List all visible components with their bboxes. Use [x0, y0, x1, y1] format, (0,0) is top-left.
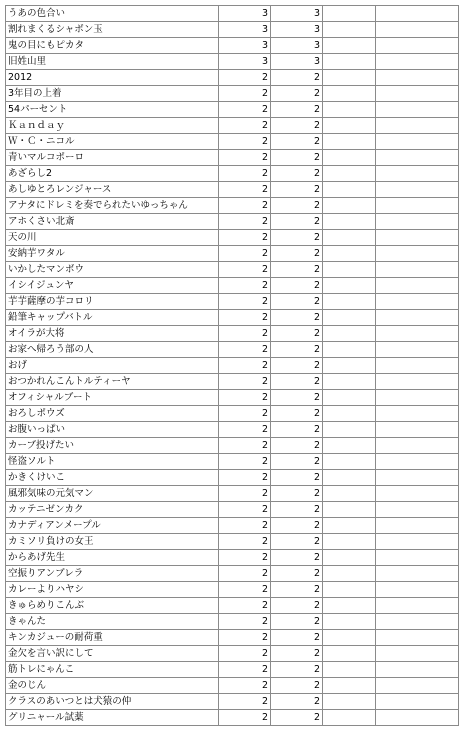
table-row [6, 230, 459, 246]
name-cell[interactable]: あざらし2 [6, 166, 219, 182]
empty-cell[interactable] [376, 646, 459, 662]
count-cell[interactable]: 2 [219, 102, 271, 118]
empty-cell[interactable] [323, 598, 376, 614]
empty-cell[interactable] [376, 390, 459, 406]
empty-cell[interactable] [323, 694, 376, 710]
empty-cell[interactable] [323, 214, 376, 230]
count-cell[interactable]: 2 [219, 358, 271, 374]
table-row [6, 694, 459, 710]
name-cell[interactable]: うあの色合い [6, 6, 219, 22]
count-cell[interactable]: 2 [219, 262, 271, 278]
empty-cell[interactable] [323, 326, 376, 342]
empty-cell[interactable] [376, 38, 459, 54]
name-cell[interactable]: カレーよりハヤシ [6, 582, 219, 598]
count-cell[interactable]: 2 [271, 230, 323, 246]
empty-cell[interactable] [376, 198, 459, 214]
table-row [6, 118, 459, 134]
table-row [6, 534, 459, 550]
name-cell[interactable]: 鬼の目にもピカタ [6, 38, 219, 54]
count-cell[interactable]: 2 [271, 70, 323, 86]
name-cell[interactable]: 空振りアンブレラ [6, 566, 219, 582]
count-cell[interactable]: 2 [271, 486, 323, 502]
count-cell[interactable]: 2 [271, 470, 323, 486]
empty-cell[interactable] [323, 422, 376, 438]
count-cell[interactable]: 2 [271, 150, 323, 166]
name-cell[interactable]: 旧姓山里 [6, 54, 219, 70]
name-cell[interactable]: 割れまくるシャボン玉 [6, 22, 219, 38]
empty-cell[interactable] [376, 406, 459, 422]
empty-cell[interactable] [323, 278, 376, 294]
count-cell[interactable]: 2 [219, 182, 271, 198]
empty-cell[interactable] [323, 230, 376, 246]
name-cell[interactable]: きゃんた [6, 614, 219, 630]
empty-cell[interactable] [323, 134, 376, 150]
table-row [6, 198, 459, 214]
empty-cell[interactable] [323, 662, 376, 678]
empty-cell[interactable] [376, 230, 459, 246]
empty-cell[interactable] [323, 646, 376, 662]
name-cell[interactable]: お腹いっぱい [6, 422, 219, 438]
empty-cell[interactable] [323, 390, 376, 406]
count-cell[interactable]: 2 [219, 518, 271, 534]
empty-cell[interactable] [323, 550, 376, 566]
count-cell[interactable]: 2 [271, 246, 323, 262]
empty-cell[interactable] [323, 118, 376, 134]
count-cell[interactable]: 2 [219, 630, 271, 646]
name-cell[interactable]: クラスのあいつとは犬猿の仲 [6, 694, 219, 710]
count-cell[interactable]: 2 [271, 118, 323, 134]
name-cell[interactable]: アナタにドレミを奏でられたいゆっちゃん [6, 198, 219, 214]
empty-cell[interactable] [323, 406, 376, 422]
count-cell[interactable]: 2 [219, 678, 271, 694]
empty-cell[interactable] [323, 534, 376, 550]
empty-cell[interactable] [323, 566, 376, 582]
empty-cell[interactable] [376, 598, 459, 614]
empty-cell[interactable] [376, 342, 459, 358]
empty-cell[interactable] [376, 6, 459, 22]
count-cell[interactable]: 2 [219, 454, 271, 470]
name-cell[interactable]: カーブ投げたい [6, 438, 219, 454]
count-cell[interactable]: 2 [271, 422, 323, 438]
empty-cell[interactable] [376, 582, 459, 598]
count-cell[interactable]: 2 [219, 134, 271, 150]
count-cell[interactable]: 2 [271, 534, 323, 550]
empty-cell[interactable] [323, 630, 376, 646]
count-cell[interactable]: 3 [271, 6, 323, 22]
empty-cell[interactable] [376, 310, 459, 326]
table-row [6, 86, 459, 102]
empty-cell[interactable] [376, 22, 459, 38]
count-cell[interactable]: 3 [219, 54, 271, 70]
table-row [6, 38, 459, 54]
empty-cell[interactable] [376, 70, 459, 86]
count-cell[interactable]: 2 [219, 70, 271, 86]
empty-cell[interactable] [323, 54, 376, 70]
empty-cell[interactable] [323, 294, 376, 310]
name-cell[interactable]: 天の川 [6, 230, 219, 246]
table-row [6, 134, 459, 150]
count-cell[interactable]: 2 [219, 86, 271, 102]
table-row [6, 630, 459, 646]
count-cell[interactable]: 2 [219, 694, 271, 710]
empty-cell[interactable] [376, 518, 459, 534]
name-cell[interactable]: カナディアンメープル [6, 518, 219, 534]
empty-cell[interactable] [323, 374, 376, 390]
empty-cell[interactable] [376, 374, 459, 390]
empty-cell[interactable] [323, 198, 376, 214]
name-cell[interactable]: いかしたマンボウ [6, 262, 219, 278]
count-cell[interactable]: 2 [219, 470, 271, 486]
count-cell[interactable]: 2 [271, 518, 323, 534]
name-cell[interactable]: かきくけいこ [6, 470, 219, 486]
count-cell[interactable]: 2 [219, 710, 271, 726]
empty-cell[interactable] [323, 38, 376, 54]
name-cell[interactable]: Ｗ・Ｃ・ニコル [6, 134, 219, 150]
name-cell[interactable]: 2012 [6, 70, 219, 86]
count-cell[interactable]: 2 [271, 502, 323, 518]
name-cell[interactable]: 金欠を言い訳にして [6, 646, 219, 662]
table-row [6, 598, 459, 614]
count-cell[interactable]: 2 [271, 198, 323, 214]
count-cell[interactable]: 2 [219, 486, 271, 502]
empty-cell[interactable] [376, 118, 459, 134]
name-cell[interactable]: キンカジューの耐荷重 [6, 630, 219, 646]
table-row [6, 374, 459, 390]
empty-cell[interactable] [376, 54, 459, 70]
table-row [6, 454, 459, 470]
count-cell[interactable]: 2 [271, 294, 323, 310]
table-row [6, 182, 459, 198]
name-cell[interactable]: おげ [6, 358, 219, 374]
table-row [6, 518, 459, 534]
name-cell[interactable]: 青いマルコポーロ [6, 150, 219, 166]
empty-cell[interactable] [376, 150, 459, 166]
count-cell[interactable]: 2 [219, 534, 271, 550]
count-cell[interactable]: 2 [219, 662, 271, 678]
name-cell[interactable]: Ｋａｎｄａｙ [6, 118, 219, 134]
table-row [6, 310, 459, 326]
count-cell[interactable]: 2 [271, 182, 323, 198]
name-cell[interactable]: 芋芋薩摩の芋コロリ [6, 294, 219, 310]
name-cell[interactable]: 怪盗ソルト [6, 454, 219, 470]
empty-cell[interactable] [376, 358, 459, 374]
count-cell[interactable]: 2 [219, 198, 271, 214]
count-cell[interactable]: 2 [219, 422, 271, 438]
name-cell[interactable]: 鉛筆キャップバトル [6, 310, 219, 326]
table-row [6, 502, 459, 518]
name-cell[interactable]: オフィシャルブート [6, 390, 219, 406]
count-cell[interactable]: 2 [271, 86, 323, 102]
count-cell[interactable]: 2 [271, 262, 323, 278]
count-cell[interactable]: 2 [271, 310, 323, 326]
table-row [6, 70, 459, 86]
empty-cell[interactable] [376, 614, 459, 630]
count-cell[interactable]: 3 [271, 54, 323, 70]
name-cell[interactable]: 安納芋ワタル [6, 246, 219, 262]
empty-cell[interactable] [376, 86, 459, 102]
table-row [6, 614, 459, 630]
count-cell[interactable]: 2 [219, 294, 271, 310]
table-row [6, 166, 459, 182]
name-cell[interactable]: きゅらめりこんぶ [6, 598, 219, 614]
count-cell[interactable]: 2 [271, 710, 323, 726]
empty-cell[interactable] [376, 422, 459, 438]
count-cell[interactable]: 2 [271, 214, 323, 230]
empty-cell[interactable] [323, 86, 376, 102]
count-cell[interactable]: 2 [219, 438, 271, 454]
name-cell[interactable]: 金のじん [6, 678, 219, 694]
table-row [6, 390, 459, 406]
table-row [6, 22, 459, 38]
table-row [6, 294, 459, 310]
table-row [6, 102, 459, 118]
table-row [6, 678, 459, 694]
table-row [6, 710, 459, 726]
empty-cell[interactable] [376, 326, 459, 342]
empty-cell[interactable] [376, 550, 459, 566]
count-cell[interactable]: 2 [219, 326, 271, 342]
empty-cell[interactable] [323, 342, 376, 358]
empty-cell[interactable] [323, 518, 376, 534]
count-cell[interactable]: 2 [271, 630, 323, 646]
table-row [6, 470, 459, 486]
table-row [6, 582, 459, 598]
count-cell[interactable]: 2 [271, 326, 323, 342]
spreadsheet-table [5, 5, 459, 726]
count-cell[interactable]: 2 [219, 614, 271, 630]
empty-cell[interactable] [323, 614, 376, 630]
count-cell[interactable]: 2 [271, 566, 323, 582]
empty-cell[interactable] [323, 502, 376, 518]
count-cell[interactable]: 2 [219, 214, 271, 230]
table-row [6, 486, 459, 502]
empty-cell[interactable] [376, 470, 459, 486]
empty-cell[interactable] [376, 502, 459, 518]
name-cell[interactable]: オイラが大将 [6, 326, 219, 342]
empty-cell[interactable] [323, 438, 376, 454]
count-cell[interactable]: 2 [219, 150, 271, 166]
empty-cell[interactable] [376, 166, 459, 182]
count-cell[interactable]: 2 [219, 390, 271, 406]
count-cell[interactable]: 2 [219, 646, 271, 662]
empty-cell[interactable] [376, 486, 459, 502]
count-cell[interactable]: 2 [271, 614, 323, 630]
count-cell[interactable]: 2 [219, 582, 271, 598]
count-cell[interactable]: 2 [219, 550, 271, 566]
count-cell[interactable]: 2 [271, 342, 323, 358]
count-cell[interactable]: 2 [271, 454, 323, 470]
name-cell[interactable]: あしゆとろレンジャース [6, 182, 219, 198]
table-row [6, 54, 459, 70]
empty-cell[interactable] [376, 182, 459, 198]
table-row [6, 6, 459, 22]
table-row [6, 326, 459, 342]
count-cell[interactable]: 3 [271, 38, 323, 54]
table-row [6, 358, 459, 374]
count-cell[interactable]: 2 [271, 662, 323, 678]
table-row [6, 342, 459, 358]
table-row [6, 278, 459, 294]
empty-cell[interactable] [323, 710, 376, 726]
count-cell[interactable]: 2 [219, 166, 271, 182]
count-cell[interactable]: 2 [219, 598, 271, 614]
count-cell[interactable]: 2 [271, 374, 323, 390]
empty-cell[interactable] [376, 710, 459, 726]
name-cell[interactable]: 3年目の上着 [6, 86, 219, 102]
table-row [6, 662, 459, 678]
table-row [6, 150, 459, 166]
empty-cell[interactable] [323, 470, 376, 486]
count-cell[interactable]: 3 [219, 6, 271, 22]
table-row [6, 438, 459, 454]
table-row [6, 422, 459, 438]
count-cell[interactable]: 2 [219, 118, 271, 134]
table-row [6, 214, 459, 230]
empty-cell[interactable] [376, 662, 459, 678]
count-cell[interactable]: 2 [271, 550, 323, 566]
empty-cell[interactable] [323, 166, 376, 182]
empty-cell[interactable] [376, 214, 459, 230]
empty-cell[interactable] [323, 262, 376, 278]
empty-cell[interactable] [323, 6, 376, 22]
table-row [6, 566, 459, 582]
table-row [6, 406, 459, 422]
name-cell[interactable]: 風邪気味の元気マン [6, 486, 219, 502]
count-cell[interactable]: 2 [219, 406, 271, 422]
name-cell[interactable]: カミソリ負けの女王 [6, 534, 219, 550]
name-cell[interactable]: イシイジュンヤ [6, 278, 219, 294]
count-cell[interactable]: 2 [271, 134, 323, 150]
name-cell[interactable]: お家へ帰ろう部の人 [6, 342, 219, 358]
count-cell[interactable]: 2 [271, 598, 323, 614]
empty-cell[interactable] [323, 454, 376, 470]
empty-cell[interactable] [323, 22, 376, 38]
empty-cell[interactable] [323, 358, 376, 374]
table-row [6, 246, 459, 262]
count-cell[interactable]: 2 [219, 502, 271, 518]
count-cell[interactable]: 2 [271, 438, 323, 454]
count-cell[interactable]: 2 [219, 230, 271, 246]
empty-cell[interactable] [376, 694, 459, 710]
count-cell[interactable]: 3 [271, 22, 323, 38]
empty-cell[interactable] [323, 150, 376, 166]
count-cell[interactable]: 3 [219, 38, 271, 54]
empty-cell[interactable] [376, 438, 459, 454]
name-cell[interactable]: おろしポウズ [6, 406, 219, 422]
name-cell[interactable]: カッテニゼンカク [6, 502, 219, 518]
empty-cell[interactable] [323, 582, 376, 598]
empty-cell[interactable] [323, 102, 376, 118]
empty-cell[interactable] [376, 246, 459, 262]
name-cell[interactable]: おつかれんこんトルティーヤ [6, 374, 219, 390]
empty-cell[interactable] [323, 678, 376, 694]
count-cell[interactable]: 2 [219, 310, 271, 326]
table-row [6, 646, 459, 662]
empty-cell[interactable] [323, 182, 376, 198]
name-cell[interactable]: アホくさい北斎 [6, 214, 219, 230]
table-row [6, 262, 459, 278]
empty-cell[interactable] [376, 678, 459, 694]
count-cell[interactable]: 2 [271, 102, 323, 118]
count-cell[interactable]: 2 [271, 358, 323, 374]
spreadsheet-body [6, 6, 459, 726]
count-cell[interactable]: 2 [271, 694, 323, 710]
count-cell[interactable]: 2 [271, 582, 323, 598]
empty-cell[interactable] [323, 486, 376, 502]
empty-cell[interactable] [323, 246, 376, 262]
empty-cell[interactable] [323, 70, 376, 86]
count-cell[interactable]: 2 [271, 678, 323, 694]
count-cell[interactable]: 2 [219, 246, 271, 262]
empty-cell[interactable] [376, 534, 459, 550]
count-cell[interactable]: 2 [271, 406, 323, 422]
count-cell[interactable]: 3 [219, 22, 271, 38]
empty-cell[interactable] [376, 278, 459, 294]
count-cell[interactable]: 2 [219, 278, 271, 294]
empty-cell[interactable] [376, 566, 459, 582]
name-cell[interactable]: 54パーセント [6, 102, 219, 118]
name-cell[interactable]: からあげ先生 [6, 550, 219, 566]
count-cell[interactable]: 2 [271, 166, 323, 182]
empty-cell[interactable] [376, 102, 459, 118]
empty-cell[interactable] [376, 294, 459, 310]
count-cell[interactable]: 2 [271, 278, 323, 294]
empty-cell[interactable] [376, 630, 459, 646]
count-cell[interactable]: 2 [219, 342, 271, 358]
empty-cell[interactable] [376, 262, 459, 278]
empty-cell[interactable] [376, 134, 459, 150]
name-cell[interactable]: グリニャール試薬 [6, 710, 219, 726]
empty-cell[interactable] [323, 310, 376, 326]
name-cell[interactable]: 筋トレにゃんこ [6, 662, 219, 678]
count-cell[interactable]: 2 [219, 566, 271, 582]
count-cell[interactable]: 2 [271, 646, 323, 662]
empty-cell[interactable] [376, 454, 459, 470]
count-cell[interactable]: 2 [219, 374, 271, 390]
table-row [6, 550, 459, 566]
count-cell[interactable]: 2 [271, 390, 323, 406]
